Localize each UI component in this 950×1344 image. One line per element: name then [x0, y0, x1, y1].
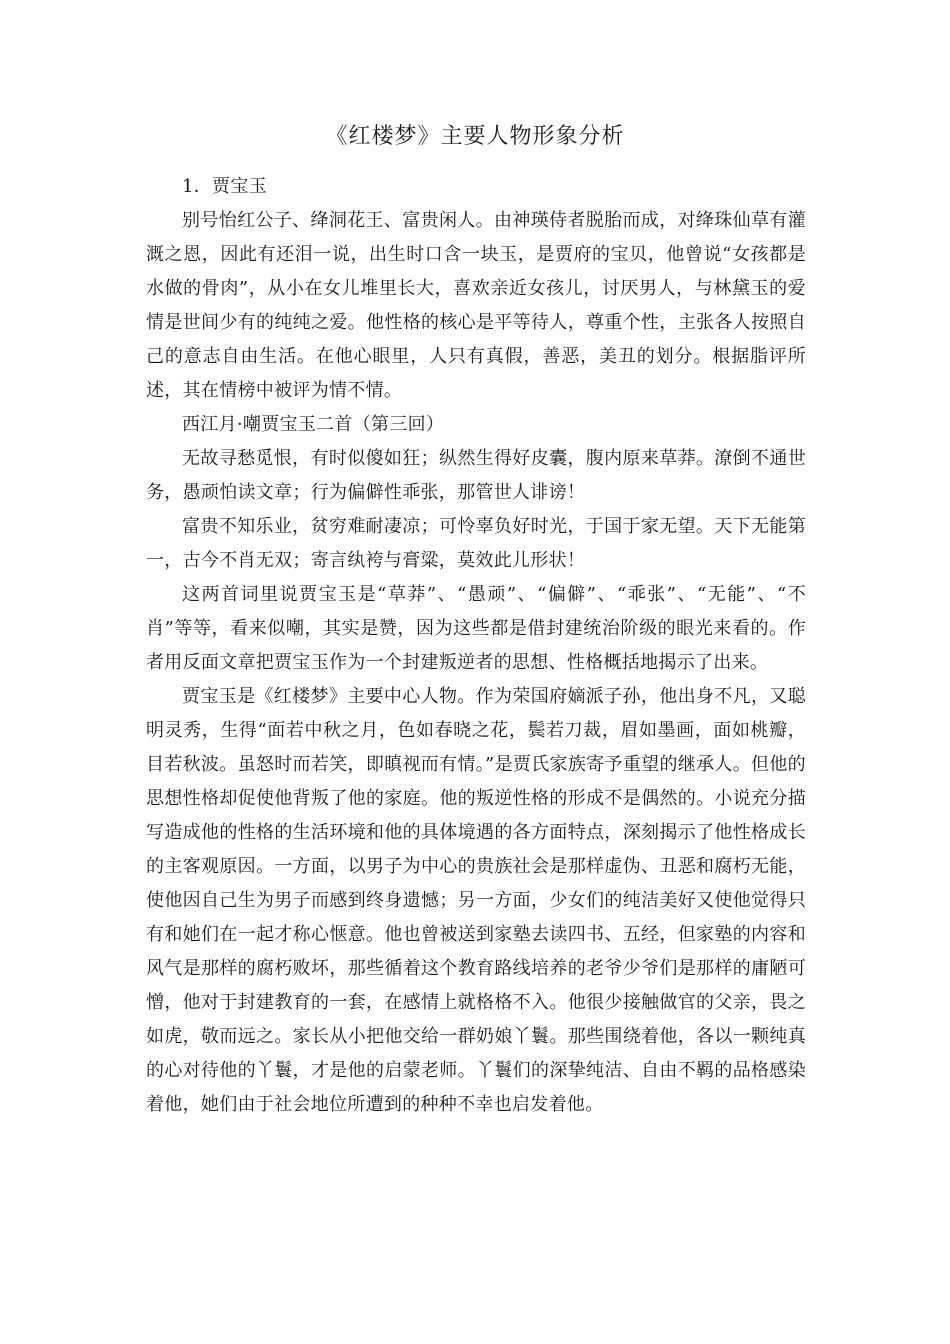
poem-verse-1: 无故寻愁觅恨，有时似傻如狂；纵然生得好皮囊，腹内原来草莽。潦倒不通世务，愚顽怕读文章；行为偏僻性乖张，那管世人诽谤！: [146, 448, 806, 503]
poem-title: 西江月·嘲贾宝玉二首（第三回）: [182, 414, 445, 435]
paragraph-commentary: 这两首词里说贾宝玉是“草莽”、“愚顽”、“偏僻”、“乖张”、“无能”、“不肖”等等，看来似嘲，其实是赞，因为这些都是借封建统治阶级的眼光来看的。作者用反面文章把贾宝玉作为一个封建叛逆者的思想、性格概括地揭示了出来。: [146, 584, 806, 673]
document-title: 《红楼梦》主要人物形象分析: [325, 124, 625, 149]
section-heading: 1．贾宝玉: [182, 176, 267, 197]
paragraph-intro: 别号怡红公子、绛洞花王、富贵闲人。由神瑛侍者脱胎而成，对绛珠仙草有灌溉之恩，因此有还泪一说，出生时口含一块玉，是贾府的宝贝，他曾说“女孩都是水做的骨肉”，从小在女儿堆里长大，喜欢亲近女孩儿，讨厌男人，与林黛玉的爱情是世间少有的纯纯之爱。他性格的核心是平等待人，尊重个性，主张各人按照自己的意志自由生活。在他心眼里，人只有真假，善恶，美丑的划分。根据脂评所述，其在情榜中被评为情不情。: [146, 210, 806, 401]
poem-verse-2: 富贵不知乐业，贫穷难耐凄凉；可怜辜负好时光，于国于家无望。天下无能第一，古今不肖无双；寄言纨袴与膏粱，莫效此儿形状！: [146, 516, 806, 571]
paragraph-analysis: 贾宝玉是《红楼梦》主要中心人物。作为荣国府嫡派子孙，他出身不凡，又聪明灵秀，生得“面若中秋之月，色如春晓之花，鬓若刀裁，眉如墨画，面如桃瓣，目若秋波。虽怒时而若笑，即瞋视而有情。”是贾氏家族寄予重望的继承人。但他的思想性格却促使他背叛了他的家庭。他的叛逆性格的形成不是偶然的。小说充分描写造成他的性格的生活环境和他的具体境遇的各方面特点，深刻揭示了他性格成长的主客观原因。一方面，以男子为中心的贵族社会是那样虚伪、丑恶和腐朽无能，使他因自己生为男子而感到终身遗憾；另一方面，少女们的纯洁美好又使他觉得只有和她们在一起才称心惬意。他也曾被送到家塾去读四书、五经，但家塾的内容和风气是那样的腐朽败坏，那些循着这个教育路线培养的老爷少爷们是那样的庸陋可憎，他对于封建教育的一套，在感情上就格格不入。他很少接触做官的父亲，畏之如虎，敬而远之。家长从小把他交给一群奶娘丫鬟。那些围绕着他，各以一颗纯真的心对待他的丫鬟，才是他的启蒙老师。丫鬟们的深挚纯洁、自由不羁的品格感染着他，她们由于社会地位所遭到的种种不幸也启发着他。: [146, 686, 806, 1115]
document-body: [146, 170, 806, 1122]
